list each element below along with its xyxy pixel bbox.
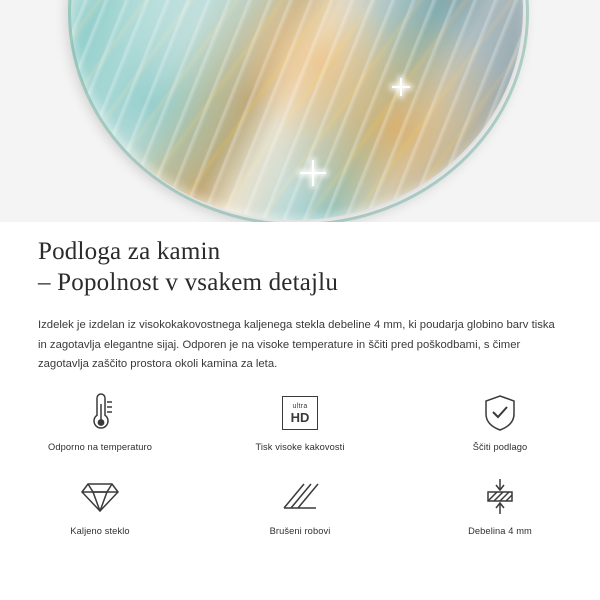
polished-edges-icon: [280, 476, 320, 518]
hero-image: [0, 0, 600, 222]
glass-plate-image: [68, 0, 523, 220]
feature-item-temperature: [0, 392, 200, 470]
thermometer-icon: [83, 392, 117, 434]
glass-sheen: [68, 0, 523, 220]
ultra-hd-icon: [282, 392, 318, 434]
shield-check-icon: [482, 392, 518, 434]
feature-label: Odporno na temperaturo: [47, 442, 152, 452]
page-title: [0, 222, 600, 298]
headline-line-2: – Popolnost v vsakem detajlu: [38, 269, 339, 296]
feature-item-tempered-glass: [0, 476, 200, 554]
feature-grid: [0, 392, 600, 554]
feature-label: Brušeni robovi: [269, 526, 331, 536]
feature-label: Kaljeno steklo: [70, 526, 130, 536]
description-paragraph: Izdelek je izdelan iz visokokakovostnega kaljenega stekla debeline 4 mm, ki poudarja globino barv tiska in zagotavlja elegantne sijaj. Odporen je na visoke temperature in ščiti pred poškodbami, s čimer zagotavlja zaščito prostora okoli kamina za leta.: [38, 319, 555, 370]
ultra-hd-big-text: HD: [290, 409, 310, 425]
thickness-arrows-icon: [480, 476, 520, 518]
feature-label: Debelina 4 mm: [468, 526, 532, 536]
feature-item-print-quality: [200, 392, 400, 470]
feature-label: Ščiti podlago: [472, 442, 528, 452]
feature-item-thickness: [400, 476, 600, 554]
ultra-hd-small-text: ultra: [292, 402, 308, 410]
feature-label: Tisk visoke kakovosti: [255, 442, 345, 452]
feature-item-surface-protection: [400, 392, 600, 470]
headline-line-1: Podloga za kamin: [38, 238, 221, 265]
diamond-icon: [80, 476, 120, 518]
feature-item-polished-edges: [200, 476, 400, 554]
content-block: [0, 222, 600, 375]
